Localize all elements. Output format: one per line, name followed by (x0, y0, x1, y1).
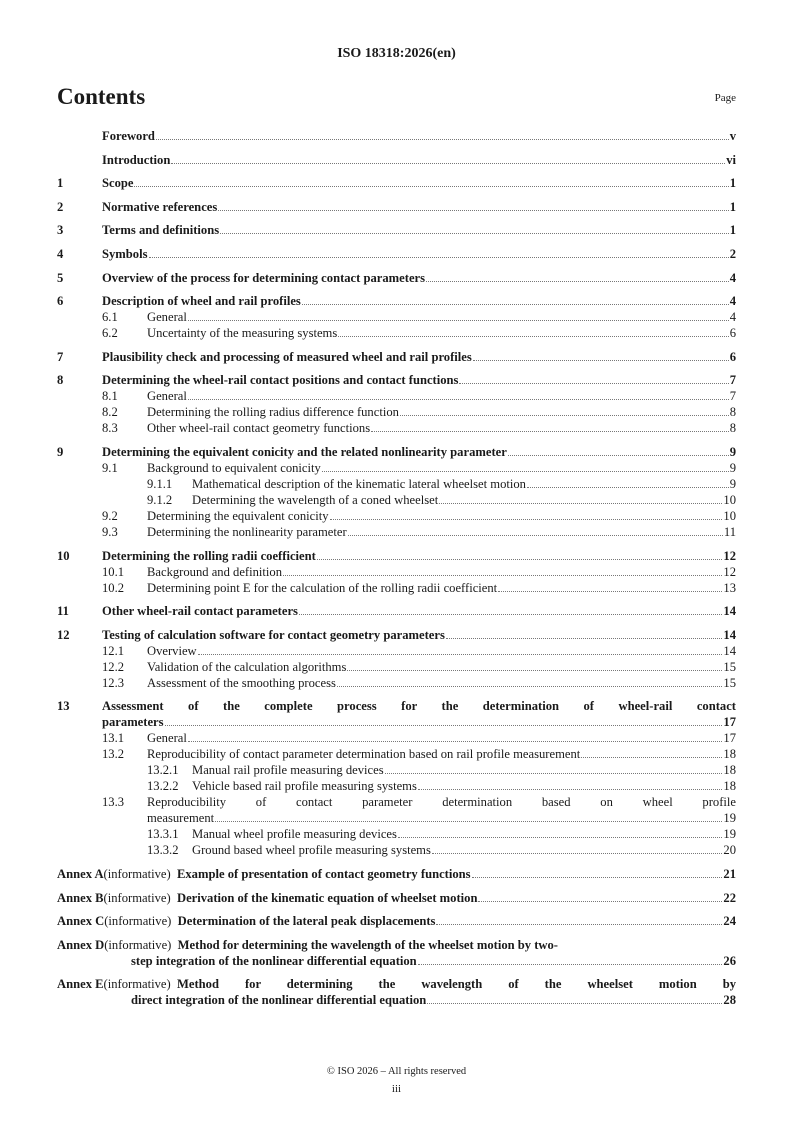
dot-leader (220, 233, 729, 234)
dot-leader (215, 821, 722, 822)
section-number: 4 (57, 246, 64, 261)
dot-leader (348, 535, 723, 536)
dot-leader (188, 741, 723, 742)
dot-leader (385, 773, 723, 774)
dot-leader (432, 853, 723, 854)
section-number: 13.3.1 (147, 827, 179, 842)
section-number: 13.2.1 (147, 763, 179, 778)
section-number: 7 (57, 349, 64, 364)
page-ref: 9 (729, 444, 736, 459)
section-number: 8.1 (102, 389, 118, 404)
section-title: Symbols (102, 246, 148, 261)
page-ref: 20 (723, 843, 736, 858)
page-ref: 15 (723, 659, 736, 674)
section-title: Reproducibility of contact parameter determination based on rail profile measurement (147, 747, 581, 762)
annex-label: Annex C (57, 914, 105, 929)
toc-entry[interactable] (57, 325, 736, 341)
dot-leader (498, 591, 722, 592)
toc-entry-continuation[interactable] (57, 714, 736, 730)
page-ref: 15 (723, 675, 736, 690)
section-number: 3 (57, 223, 64, 238)
toc-entry[interactable] (57, 404, 736, 420)
annex-entry[interactable] (57, 866, 736, 882)
page-ref: 8 (729, 405, 736, 420)
annex-title: Determination of the lateral peak displacements (177, 914, 436, 929)
section-title: Manual wheel profile measuring devices (192, 827, 397, 842)
dot-leader (439, 503, 722, 504)
page-column-label: Page (714, 92, 736, 104)
page-ref: 18 (723, 763, 736, 778)
dot-leader (156, 139, 729, 140)
dot-leader (218, 210, 728, 211)
toc-entry[interactable] (57, 842, 736, 858)
annex-label: Annex B (57, 890, 104, 905)
annex-entry[interactable] (57, 913, 736, 929)
page-ref: 21 (723, 866, 736, 881)
section-title: General (147, 731, 187, 746)
toc-entry[interactable] (57, 222, 736, 238)
toc-entry[interactable] (57, 548, 736, 564)
section-title: Determining the rolling radii coefficient (102, 548, 316, 563)
section-number: 13.1 (102, 731, 125, 746)
page-ref: 14 (723, 643, 736, 658)
toc-entry[interactable] (57, 492, 736, 508)
toc-entry[interactable] (57, 778, 736, 794)
section-title-line: parameters (102, 715, 164, 730)
section-number: 9 (57, 444, 64, 459)
section-number: 1 (57, 176, 64, 191)
page-ref: 7 (729, 373, 736, 388)
toc-entry[interactable] (57, 643, 736, 659)
table-of-contents (57, 128, 736, 1008)
section-number: 9.1.1 (147, 476, 173, 491)
toc-entry[interactable] (57, 730, 736, 746)
section-title: Determining the nonlinearity parameter (147, 524, 347, 539)
annex-type: (informative) (104, 914, 178, 929)
section-number: 12.2 (102, 659, 125, 674)
dot-leader (330, 519, 723, 520)
section-title: Determining point E for the calculation of the rolling radii coefficient (147, 580, 498, 595)
annex-title-line: step integration of the nonlinear differential equation (131, 953, 417, 968)
toc-entry[interactable] (57, 524, 736, 540)
annex-label: Annex D (57, 937, 105, 952)
section-title: Determining the equivalent conicity (147, 508, 329, 523)
page-ref: 14 (723, 604, 736, 619)
page-ref: 4 (729, 310, 736, 325)
section-title: Other wheel-rail contact geometry functions (147, 421, 371, 436)
section-number: 8.3 (102, 421, 118, 436)
page-ref: 19 (723, 827, 736, 842)
dot-leader (418, 789, 723, 790)
section-title: Testing of calculation software for contact geometry parameters (102, 627, 445, 642)
annex-type: (informative) (103, 866, 177, 881)
section-number: 9.3 (102, 524, 118, 539)
section-title-line: Assessment of the complete process for the determination of wheel-rail contact (102, 699, 736, 714)
section-number: 5 (57, 270, 64, 285)
section-title: Scope (102, 176, 134, 191)
toc-entry[interactable] (57, 627, 736, 643)
toc-entry[interactable] (57, 199, 736, 215)
section-number: 13.3.2 (147, 843, 179, 858)
dot-leader (426, 281, 729, 282)
page-ref: 11 (723, 524, 736, 539)
toc-entry[interactable] (57, 293, 736, 309)
dot-leader (198, 654, 723, 655)
section-number: 9.1 (102, 460, 118, 475)
toc-entry-continuation[interactable] (57, 810, 736, 826)
section-title: Determining the equivalent conicity and the related nonlinearity parameter (102, 444, 507, 459)
page-ref: 7 (729, 389, 736, 404)
page-ref: 12 (723, 548, 736, 563)
section-title: Determining the wavelength of a coned wheelset (192, 492, 439, 507)
toc-entry[interactable] (57, 762, 736, 778)
section-title: General (147, 389, 187, 404)
dot-leader (299, 614, 722, 615)
page-ref: 9 (729, 476, 736, 491)
page-ref: 1 (729, 223, 736, 238)
annex-type: (informative) (104, 937, 178, 952)
toc-entry[interactable] (57, 580, 736, 596)
section-title: Overview (147, 643, 197, 658)
dot-leader (149, 257, 729, 258)
page-ref: 17 (723, 731, 736, 746)
page-ref: 8 (729, 421, 736, 436)
dot-leader (371, 431, 729, 432)
section-title: Foreword (102, 129, 155, 143)
page-ref: 13 (723, 580, 736, 595)
page-ref: 22 (723, 890, 736, 905)
section-number: 13 (57, 699, 70, 714)
document-header: ISO 18318:2026(en) (337, 46, 456, 61)
dot-leader (322, 471, 729, 472)
dot-leader (398, 837, 722, 838)
section-number: 6 (57, 294, 64, 309)
dot-leader (508, 455, 729, 456)
section-title: Other wheel-rail contact parameters (102, 604, 298, 619)
toc-entry[interactable] (57, 460, 736, 476)
page-ref: 26 (723, 953, 736, 968)
dot-leader (472, 877, 723, 878)
annex-entry[interactable] (57, 937, 736, 953)
toc-entry[interactable] (57, 246, 736, 262)
section-title: Overview of the process for determining contact parameters (102, 270, 426, 285)
annex-entry[interactable] (57, 890, 736, 906)
section-number: 13.2.2 (147, 779, 179, 794)
page-ref: 10 (723, 492, 736, 507)
toc-entry[interactable] (57, 826, 736, 842)
section-title: Ground based wheel profile measuring systems (192, 843, 431, 858)
page-ref: 9 (729, 460, 736, 475)
annex-title-line: Method for determining the wavelength of the wheelset motion by (176, 977, 736, 992)
dot-leader (581, 757, 722, 758)
annex-title-line: direct integration of the nonlinear differential equation (131, 993, 427, 1008)
section-title: Terms and definitions (102, 223, 220, 238)
section-number: 12.1 (102, 643, 125, 658)
page-ref: 17 (723, 715, 736, 730)
page-ref: 12 (723, 564, 736, 579)
section-title-line: Reproducibility of contact parameter determination based on wheel profile (147, 795, 736, 810)
page-number: iii (391, 1083, 402, 1095)
section-number: 12 (57, 627, 70, 642)
page-ref: 18 (723, 779, 736, 794)
annex-title-line: Method for determining the wavelength of the wheelset motion by two- (177, 937, 558, 952)
page-ref: 2 (729, 246, 736, 261)
dot-leader (188, 320, 729, 321)
section-number: 8.2 (102, 405, 118, 420)
contents-title: Contents (57, 84, 146, 109)
annex-label: Annex A (57, 866, 104, 881)
section-number: 9.2 (102, 508, 118, 523)
section-number: 2 (57, 199, 64, 214)
annex-entry-continuation[interactable] (57, 992, 736, 1008)
dot-leader (317, 559, 723, 560)
section-title: Assessment of the smoothing process (147, 675, 336, 690)
toc-entry[interactable] (57, 698, 736, 714)
dot-leader (134, 186, 728, 187)
section-number: 11 (57, 604, 69, 619)
toc-entry[interactable] (57, 420, 736, 436)
toc-entry[interactable] (57, 270, 736, 286)
dot-leader (473, 360, 729, 361)
page-ref: v (729, 129, 736, 143)
section-title: Plausibility check and processing of measured wheel and rail profiles (102, 349, 472, 364)
dot-leader (527, 487, 729, 488)
dot-leader (302, 304, 729, 305)
page-ref: 1 (729, 176, 736, 191)
section-number: 6.2 (102, 326, 118, 341)
dot-leader (436, 924, 722, 925)
annex-type: (informative) (103, 890, 177, 905)
toc-entry[interactable] (57, 746, 736, 762)
toc-entry[interactable] (57, 659, 736, 675)
dot-leader (418, 964, 723, 965)
page-ref: 6 (729, 326, 736, 341)
toc-entry[interactable] (57, 603, 736, 619)
section-title: Mathematical description of the kinematic lateral wheelset motion (192, 476, 526, 491)
dot-leader (337, 686, 723, 687)
toc-entry[interactable] (57, 152, 736, 168)
page-ref: 28 (723, 993, 736, 1008)
annex-entry[interactable] (57, 976, 736, 992)
section-number: 10 (57, 548, 70, 563)
annex-entry-continuation[interactable] (57, 953, 736, 969)
page-ref: 4 (729, 270, 736, 285)
toc-entry[interactable] (57, 564, 736, 580)
section-number: 10.2 (102, 580, 125, 595)
dot-leader (283, 575, 722, 576)
toc-entry[interactable] (57, 349, 736, 365)
section-title: Manual rail profile measuring devices (192, 763, 384, 778)
page-ref: 24 (723, 914, 736, 929)
dot-leader (446, 638, 723, 639)
dot-leader (338, 336, 728, 337)
section-title: Description of wheel and rail profiles (102, 294, 301, 309)
section-number: 13.3 (102, 795, 125, 810)
section-title: Normative references (102, 199, 218, 214)
toc-entry[interactable] (57, 675, 736, 691)
section-title: Determining the wheel-rail contact positions and contact functions (102, 373, 459, 388)
section-number: 13.2 (102, 747, 125, 762)
dot-leader (165, 725, 723, 726)
annex-label: Annex E (57, 977, 104, 992)
section-title: Introduction (102, 152, 171, 167)
dot-leader (459, 383, 728, 384)
copyright-footer: © ISO 2026 – All rights reserved (326, 1066, 467, 1077)
section-title: Uncertainty of the measuring systems (147, 326, 338, 341)
page-ref: 4 (729, 294, 736, 309)
toc-entry[interactable] (57, 794, 736, 810)
section-title-line: measurement (147, 811, 215, 826)
page-ref: 10 (723, 508, 736, 523)
annex-title: Example of presentation of contact geometry functions (176, 866, 471, 881)
page-ref: 19 (723, 811, 736, 826)
toc-entry[interactable] (57, 372, 736, 388)
section-number: 6.1 (102, 310, 118, 325)
dot-leader (188, 399, 729, 400)
dot-leader (171, 163, 725, 164)
toc-entry[interactable] (57, 128, 736, 144)
dot-leader (427, 1003, 722, 1004)
toc-entry[interactable] (57, 476, 736, 492)
page-ref: 6 (729, 349, 736, 364)
section-number: 8 (57, 373, 64, 388)
page-ref: 1 (729, 199, 736, 214)
dot-leader (400, 415, 729, 416)
section-title: Vehicle based rail profile measuring systems (192, 779, 417, 794)
toc-entry[interactable] (57, 508, 736, 524)
section-number: 12.3 (102, 675, 125, 690)
section-number: 10.1 (102, 564, 125, 579)
page-ref: 14 (723, 627, 736, 642)
section-title: Determining the rolling radius difference function (147, 405, 399, 420)
section-title: General (147, 310, 187, 325)
page-ref: vi (726, 152, 736, 167)
toc-entry[interactable] (57, 175, 736, 191)
section-title: Background and definition (147, 564, 283, 579)
toc-entry[interactable] (57, 309, 736, 325)
section-title: Validation of the calculation algorithms (147, 659, 347, 674)
annex-title: Derivation of the kinematic equation of wheelset motion (176, 890, 478, 905)
section-number: 9.1.2 (147, 492, 173, 507)
toc-entry[interactable] (57, 444, 736, 460)
dot-leader (478, 901, 722, 902)
page-ref: 18 (723, 747, 736, 762)
section-title: Background to equivalent conicity (147, 460, 321, 475)
dot-leader (347, 670, 722, 671)
toc-entry[interactable] (57, 388, 736, 404)
annex-type: (informative) (103, 977, 177, 992)
